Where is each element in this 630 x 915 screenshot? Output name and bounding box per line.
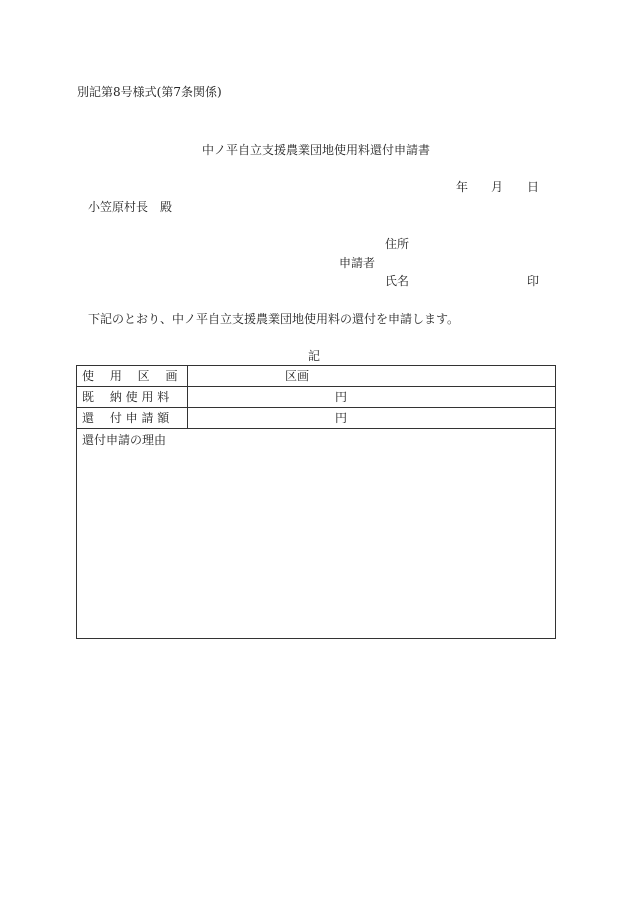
refund-amount-label: 還 付 申 請 額	[77, 408, 188, 429]
paid-fee-unit: 円	[335, 390, 348, 404]
addressee: 小笠原村長 殿	[88, 200, 173, 214]
date-day-label: 日	[527, 180, 540, 194]
table-row-refund-amount	[77, 408, 556, 429]
refund-amount-value-cell[interactable]	[188, 408, 556, 429]
plot-value-cell[interactable]	[188, 366, 556, 387]
body-text: 下記のとおり、中ノ平自立支援農業団地使用料の還付を申請します。	[88, 312, 460, 326]
ki-label: 記	[308, 349, 321, 363]
table-row-plot	[77, 366, 556, 387]
address-label: 住所	[385, 237, 410, 251]
plot-unit: 区画	[285, 369, 310, 383]
applicant-label: 申請者	[339, 256, 376, 270]
date-year-label: 年	[456, 180, 469, 194]
date-month-label: 月	[491, 180, 504, 194]
table-row-paid-fee	[77, 387, 556, 408]
name-label: 氏名	[385, 274, 410, 288]
document-title: 中ノ平自立支援農業団地使用料還付申請書	[202, 143, 431, 157]
form-reference: 別記第8号様式(第7条関係)	[77, 85, 222, 99]
paid-fee-value-cell[interactable]	[188, 387, 556, 408]
reason-label: 還付申請の理由	[82, 433, 167, 447]
reason-cell[interactable]	[77, 429, 556, 639]
seal-label: 印	[527, 274, 540, 288]
table-row-reason	[77, 429, 556, 639]
refund-amount-unit: 円	[335, 411, 348, 425]
detail-table	[76, 365, 556, 639]
paid-fee-label: 既 納 使 用 料	[77, 387, 188, 408]
plot-label: 使 用 区 画	[77, 366, 188, 387]
